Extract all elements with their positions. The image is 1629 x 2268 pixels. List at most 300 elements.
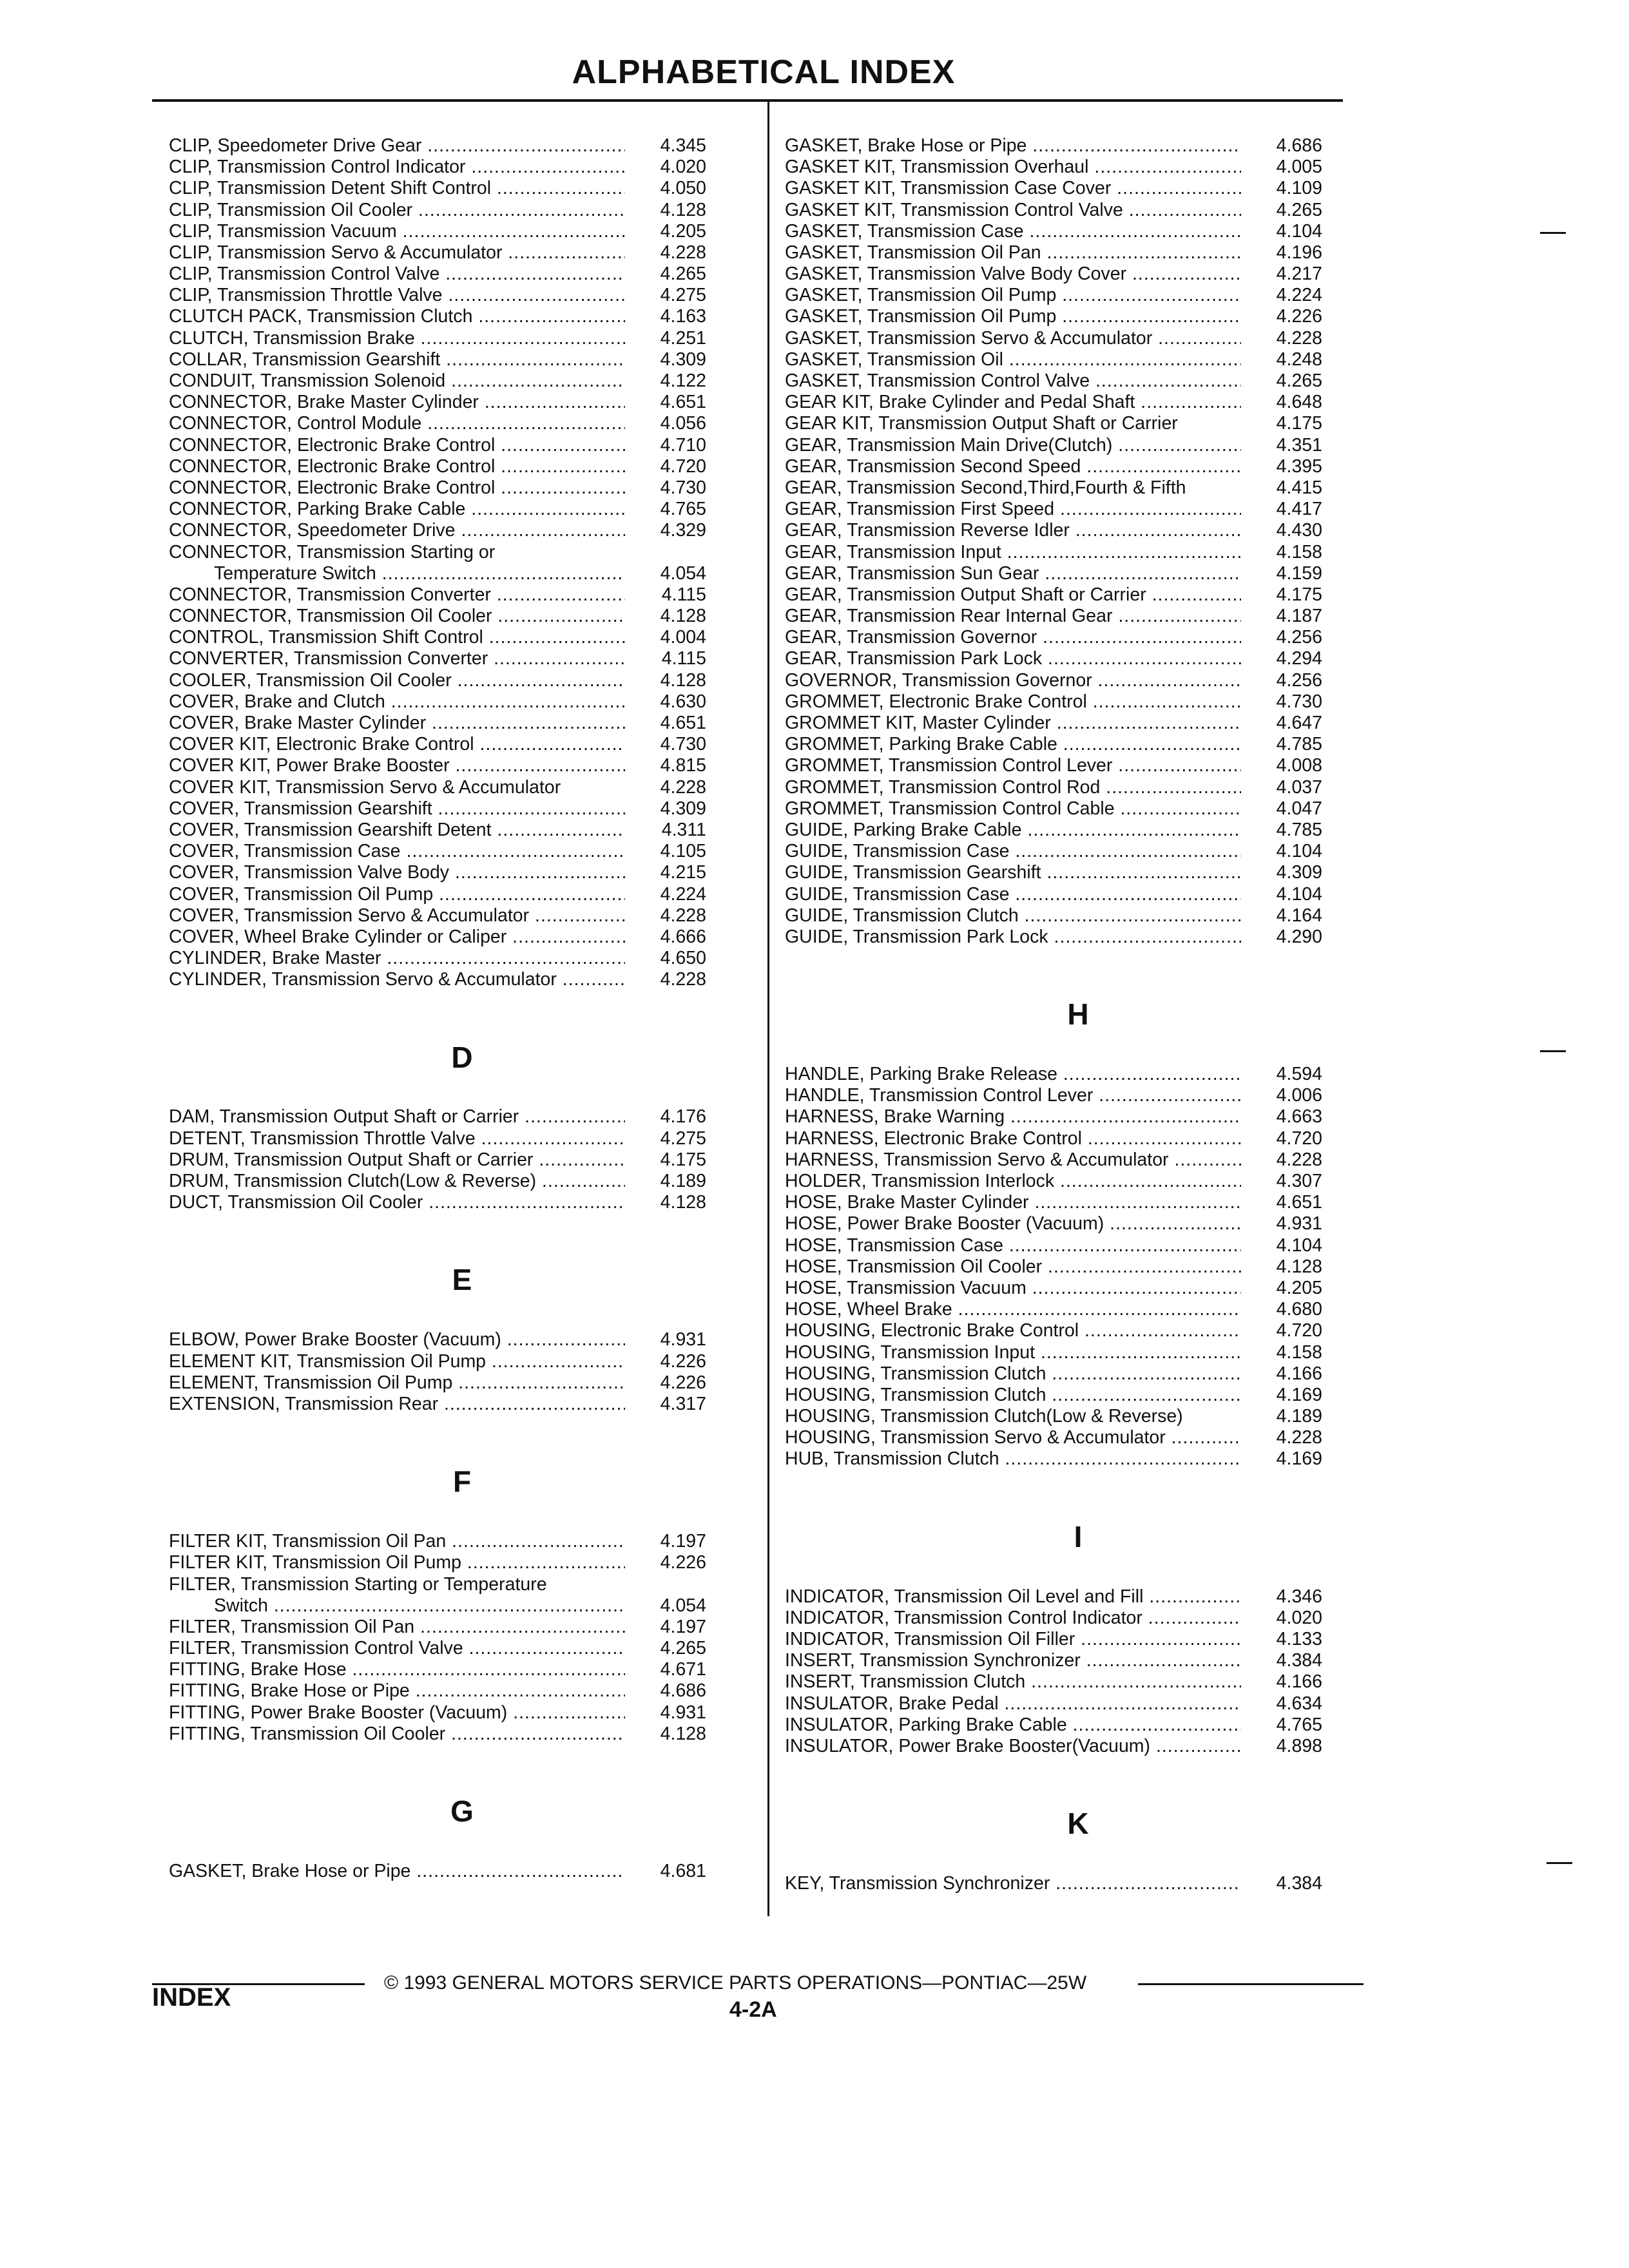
index-entry-label: FITTING, Brake Hose or Pipe ..... — [169, 1680, 625, 1702]
index-entry-page: 4.931 — [1276, 1213, 1322, 1235]
index-entry-label: GEAR KIT, Transmission Output Shaft or Carrier — [785, 413, 1178, 434]
index-entry-label: GEAR, Transmission Main Drive(Clutch) ..... — [785, 435, 1241, 456]
index-entry-page: 4.176 — [660, 1106, 706, 1128]
index-entry-page: 4.228 — [660, 242, 706, 263]
index-entry-label: COVER, Wheel Brake Cylinder or Caliper ..... — [169, 927, 625, 948]
index-entry-label: HOUSING, Transmission Servo & Accumulator ..... — [785, 1427, 1241, 1448]
index-entry — [169, 285, 755, 306]
index-entry-page: 4.128 — [1276, 1256, 1322, 1277]
index-entry-page: 4.104 — [1276, 1235, 1322, 1256]
page-title: ALPHABETICAL INDEX — [572, 53, 956, 91]
index-entry — [169, 1372, 755, 1394]
footer-copyright-line — [152, 1970, 1364, 1996]
index-entry-label: CLIP, Speedometer Drive Gear ..... — [169, 135, 625, 157]
index-entry-page: 4.686 — [1276, 135, 1322, 156]
index-entry-label: FILTER, Transmission Control Valve ..... — [169, 1638, 625, 1659]
index-entry-page: 4.158 — [1276, 1341, 1322, 1363]
index-entry — [785, 798, 1371, 820]
index-entry-label: HOUSING, Transmission Input ..... — [785, 1342, 1241, 1363]
index-entry-page: 4.317 — [660, 1393, 706, 1414]
index-entry — [169, 349, 755, 370]
index-entry — [785, 670, 1371, 691]
index-entry — [785, 713, 1371, 734]
index-entry-page: 4.128 — [660, 1723, 706, 1744]
index-entry — [169, 563, 755, 584]
index-entry-label: HUB, Transmission Clutch ..... — [785, 1448, 1241, 1470]
index-entry — [169, 1192, 755, 1213]
index-entry-label: HANDLE, Parking Brake Release ..... — [785, 1064, 1241, 1085]
section-spacer — [169, 1415, 755, 1460]
index-entry-label: GASKET, Transmission Control Valve ..... — [785, 370, 1241, 392]
index-entry-label: INSULATOR, Power Brake Booster(Vacuum) ..... — [785, 1736, 1241, 1757]
index-entry — [785, 370, 1371, 392]
index-entry — [169, 178, 755, 199]
section-letter: D — [451, 1040, 473, 1074]
index-entry-page: 4.128 — [660, 199, 706, 220]
index-entry — [169, 1724, 755, 1745]
index-entry-label: HARNESS, Electronic Brake Control ..... — [785, 1128, 1241, 1149]
index-entry — [785, 242, 1371, 264]
index-entry-page: 4.224 — [660, 883, 706, 905]
index-entry-label: CONNECTOR, Transmission Oil Cooler ..... — [169, 606, 625, 627]
index-entry — [169, 242, 755, 264]
index-entry-label: CYLINDER, Transmission Servo & Accumulator ..... — [169, 969, 625, 990]
index-entry-label: COVER, Transmission Gearshift ..... — [169, 798, 625, 820]
index-entry-label: COVER, Transmission Oil Pump ..... — [169, 884, 625, 905]
index-entry-label: COVER KIT, Electronic Brake Control ..... — [169, 734, 625, 755]
index-entry-label: GASKET, Transmission Oil Pan ..... — [785, 242, 1241, 264]
index-entry-page: 4.228 — [660, 969, 706, 990]
index-entry-label: HARNESS, Transmission Servo & Accumulator ..... — [785, 1149, 1241, 1171]
index-entry-label: ELEMENT KIT, Transmission Oil Pump ..... — [169, 1351, 625, 1372]
index-entry — [169, 691, 755, 713]
index-entry-label: GROMMET, Parking Brake Cable ..... — [785, 734, 1241, 755]
index-entry — [785, 755, 1371, 776]
section-spacer — [169, 1079, 755, 1107]
index-entry-page: 4.248 — [1276, 349, 1322, 370]
index-entry-page: 4.104 — [1276, 220, 1322, 242]
index-entry-page: 4.228 — [1276, 1427, 1322, 1448]
index-entry — [785, 477, 1371, 499]
index-entry — [785, 1213, 1371, 1235]
section-spacer — [785, 1757, 1371, 1802]
index-entry-label: GEAR KIT, Brake Cylinder and Pedal Shaft ..... — [785, 392, 1241, 413]
index-entry-page: 4.309 — [660, 798, 706, 819]
index-entry — [785, 1406, 1371, 1427]
index-entry — [169, 1681, 755, 1702]
index-entry-page: 4.785 — [1276, 734, 1322, 755]
index-entry-label: CLUTCH PACK, Transmission Clutch ..... — [169, 306, 625, 327]
index-entry — [169, 1638, 755, 1659]
index-entry-page: 4.594 — [1276, 1064, 1322, 1085]
index-entry-page: 4.309 — [660, 349, 706, 370]
index-entry — [785, 307, 1371, 328]
section-spacer — [785, 1845, 1371, 1873]
index-entry-page: 4.164 — [1276, 905, 1322, 926]
index-entry-page: 4.647 — [1276, 713, 1322, 734]
index-entry-label: CLIP, Transmission Detent Shift Control ..... — [169, 178, 625, 199]
index-entry-label: INDICATOR, Transmission Oil Level and Fill ..... — [785, 1586, 1241, 1608]
index-entry-page: 4.765 — [660, 499, 706, 520]
index-entry-page: 4.294 — [1276, 648, 1322, 669]
margin-tick — [1540, 1050, 1566, 1052]
index-entry-label: GEAR, Transmission Park Lock ..... — [785, 648, 1241, 669]
index-entry-page: 4.215 — [660, 862, 706, 883]
index-entry — [169, 755, 755, 776]
index-entry — [785, 1608, 1371, 1629]
index-entry-page: 4.720 — [1276, 1320, 1322, 1341]
index-entry-label: CONNECTOR, Electronic Brake Control ..... — [169, 435, 625, 456]
section-spacer — [169, 991, 755, 1036]
index-entry-label: GASKET, Transmission Oil Pump ..... — [785, 306, 1241, 327]
index-column-right — [785, 135, 1371, 1894]
index-entry — [785, 264, 1371, 285]
index-entry-label: GASKET, Brake Hose or Pipe ..... — [169, 1861, 625, 1882]
index-entry-page: 4.681 — [660, 1861, 706, 1882]
index-entry — [169, 1171, 755, 1192]
index-entry-page: 4.430 — [1276, 520, 1322, 541]
index-entry-label: INSERT, Transmission Clutch ..... — [785, 1671, 1241, 1693]
section-spacer — [785, 1470, 1371, 1515]
index-entry-page: 4.226 — [660, 1350, 706, 1372]
index-entry-label: GASKET, Transmission Servo & Accumulator ..... — [785, 328, 1241, 349]
index-entry-label: GEAR, Transmission Reverse Idler ..... — [785, 520, 1241, 541]
index-entry-page: 4.056 — [660, 413, 706, 434]
index-entry-page: 4.648 — [1276, 392, 1322, 413]
index-entry-page: 4.265 — [660, 264, 706, 285]
index-entry — [785, 884, 1371, 905]
index-entry — [169, 135, 755, 157]
footer-section-label: INDEX — [152, 1983, 231, 2012]
index-entry-label: CLIP, Transmission Servo & Accumulator ..... — [169, 242, 625, 264]
index-entry-page: 4.785 — [1276, 819, 1322, 840]
index-entry-label: GUIDE, Transmission Case ..... — [785, 884, 1241, 905]
index-entry-page: 4.663 — [1276, 1106, 1322, 1128]
index-entry-page: 4.650 — [660, 948, 706, 969]
section-letter: H — [1067, 997, 1089, 1032]
section-spacer — [785, 948, 1371, 993]
index-entry-page: 4.265 — [1276, 370, 1322, 392]
index-entry — [169, 1702, 755, 1724]
index-entry-label: COVER, Transmission Servo & Accumulator ..... — [169, 905, 625, 927]
index-entry-label: GASKET, Brake Hose or Pipe ..... — [785, 135, 1241, 157]
index-entry-page: 4.047 — [1276, 798, 1322, 819]
index-entry-page: 4.105 — [660, 841, 706, 862]
index-entry-page: 4.128 — [660, 669, 706, 691]
index-entry-label: CONNECTOR, Transmission Converter ..... — [169, 584, 625, 606]
index-entry-label: GASKET KIT, Transmission Overhaul ..... — [785, 157, 1241, 178]
section-spacer — [169, 1503, 755, 1531]
index-entry-page: 4.226 — [1276, 306, 1322, 327]
footer-rule-right — [1138, 1983, 1364, 1985]
index-entry-label: COOLER, Transmission Oil Cooler ..... — [169, 670, 625, 691]
index-entry-page: 4.671 — [660, 1659, 706, 1680]
index-entry — [169, 413, 755, 434]
index-entry-page: 4.109 — [1276, 178, 1322, 199]
index-entry-label: HOUSING, Transmission Clutch ..... — [785, 1385, 1241, 1406]
index-entry-label: CONNECTOR, Transmission Starting or — [169, 541, 496, 562]
index-entry — [169, 713, 755, 734]
index-entry-label: GROMMET, Transmission Control Lever ..... — [785, 755, 1241, 776]
index-entry — [785, 777, 1371, 798]
index-entry-page: 4.115 — [661, 648, 706, 669]
index-entry-page: 4.351 — [1276, 434, 1322, 456]
index-entry-page: 4.256 — [1276, 669, 1322, 691]
footer-copyright: © 1993 GENERAL MOTORS SERVICE PARTS OPERATIONS—PONTIAC—25W — [384, 1972, 1087, 1994]
index-entry-label: GASKET KIT, Transmission Control Valve ..... — [785, 200, 1241, 221]
index-entry-label: GASKET KIT, Transmission Case Cover ..... — [785, 178, 1241, 199]
index-entry — [785, 1256, 1371, 1278]
index-entry-page: 4.417 — [1276, 499, 1322, 520]
index-entry — [169, 1329, 755, 1350]
index-entry — [785, 927, 1371, 948]
index-entry-label: ELBOW, Power Brake Booster (Vacuum) ..... — [169, 1329, 625, 1350]
section-spacer — [169, 1832, 755, 1861]
index-entry — [785, 627, 1371, 648]
index-entry — [169, 221, 755, 242]
section-letter-heading — [169, 1460, 755, 1503]
index-entry — [785, 1586, 1371, 1608]
index-entry — [785, 1299, 1371, 1320]
index-entry-page: 4.815 — [660, 755, 706, 776]
index-entry-label: CLIP, Transmission Control Valve ..... — [169, 264, 625, 285]
index-entry-page: 4.265 — [660, 1638, 706, 1659]
index-entry-page: 4.415 — [1276, 477, 1322, 498]
index-entry — [785, 157, 1371, 178]
index-entry — [785, 392, 1371, 413]
index-entry-page: 4.133 — [1276, 1629, 1322, 1650]
index-entry-page: 4.898 — [1276, 1735, 1322, 1756]
index-entry-label: Temperature Switch ..... — [169, 563, 625, 584]
index-entry — [169, 734, 755, 755]
index-entry-label: FILTER KIT, Transmission Oil Pan ..... — [169, 1531, 625, 1552]
index-entry-label: FITTING, Transmission Oil Cooler ..... — [169, 1724, 625, 1745]
index-entry-label: COLLAR, Transmission Gearshift ..... — [169, 349, 625, 370]
index-entry-label: CONNECTOR, Electronic Brake Control ..... — [169, 456, 625, 477]
index-entry-label: HOSE, Transmission Vacuum ..... — [785, 1278, 1241, 1299]
index-entry — [785, 1320, 1371, 1341]
index-entry — [785, 691, 1371, 713]
index-entry — [785, 221, 1371, 242]
index-entry-label: INSULATOR, Parking Brake Cable ..... — [785, 1715, 1241, 1736]
index-entry-page: 4.020 — [1276, 1607, 1322, 1628]
index-entry — [169, 456, 755, 477]
index-entry-page: 4.159 — [1276, 562, 1322, 584]
section-letter-heading — [785, 993, 1371, 1035]
index-entry-label: EXTENSION, Transmission Rear ..... — [169, 1394, 625, 1415]
index-entry-label: GUIDE, Transmission Case ..... — [785, 841, 1241, 862]
index-entry — [785, 1128, 1371, 1149]
index-entry — [785, 1192, 1371, 1213]
index-entry — [169, 862, 755, 883]
index-entry-page: 4.006 — [1276, 1085, 1322, 1106]
margin-tick — [1540, 232, 1566, 234]
section-spacer — [169, 1213, 755, 1258]
section-spacer — [785, 1035, 1371, 1064]
index-entry — [169, 884, 755, 905]
index-entry-page: 4.730 — [1276, 691, 1322, 712]
index-entry-label: HOSE, Transmission Case ..... — [785, 1235, 1241, 1256]
index-entry — [785, 1278, 1371, 1299]
index-entry-page: 4.666 — [660, 926, 706, 947]
index-entry — [785, 413, 1371, 434]
column-divider — [767, 101, 769, 1916]
index-entry-page: 4.128 — [660, 1192, 706, 1213]
index-entry — [169, 264, 755, 285]
index-entry — [785, 200, 1371, 221]
index-entry-label: HANDLE, Transmission Control Lever ..... — [785, 1085, 1241, 1106]
index-entry-label: GASKET, Transmission Oil ..... — [785, 349, 1241, 370]
index-entry — [169, 606, 755, 627]
index-entry — [169, 1128, 755, 1149]
index-entry-page: 4.205 — [660, 220, 706, 242]
index-entry-label: DAM, Transmission Output Shaft or Carrier ..... — [169, 1106, 625, 1128]
index-entry-label: FILTER, Transmission Starting or Temperature — [169, 1573, 547, 1595]
index-entry — [785, 563, 1371, 584]
index-entry-label: GUIDE, Transmission Clutch ..... — [785, 905, 1241, 927]
index-entry-page: 4.265 — [1276, 199, 1322, 220]
index-entry-label: GASKET, Transmission Oil Pump ..... — [785, 285, 1241, 306]
section-spacer — [169, 1301, 755, 1329]
index-entry-page: 4.275 — [660, 1128, 706, 1149]
index-entry-label: GROMMET, Transmission Control Rod ..... — [785, 777, 1241, 798]
index-entry-label: CONNECTOR, Parking Brake Cable ..... — [169, 499, 625, 520]
index-entry-label: CONTROL, Transmission Shift Control ..... — [169, 627, 625, 648]
index-entry-label: COVER KIT, Transmission Servo & Accumulator — [169, 776, 561, 798]
index-entry-label: HOSE, Transmission Oil Cooler ..... — [785, 1256, 1241, 1278]
index-entry — [785, 905, 1371, 927]
index-entry — [785, 820, 1371, 841]
index-entry-page: 4.122 — [660, 370, 706, 392]
index-entry-label: FITTING, Power Brake Booster (Vacuum) ..... — [169, 1702, 625, 1724]
section-letter: F — [452, 1465, 472, 1499]
index-entry-label: GEAR, Transmission First Speed ..... — [785, 499, 1241, 520]
index-entry-page: 4.224 — [1276, 285, 1322, 306]
index-entry — [785, 456, 1371, 477]
index-entry-label: HARNESS, Brake Warning ..... — [785, 1106, 1241, 1128]
section-spacer — [785, 1558, 1371, 1586]
index-entry — [785, 1629, 1371, 1650]
index-entry-page: 4.054 — [660, 562, 706, 584]
section-letter: I — [1074, 1519, 1083, 1553]
index-entry — [785, 1715, 1371, 1736]
section-letter-heading — [785, 1515, 1371, 1558]
index-entry — [785, 1235, 1371, 1256]
index-entry — [785, 1064, 1371, 1085]
index-entry — [169, 1659, 755, 1680]
index-entry — [785, 1650, 1371, 1671]
section-letter-heading — [785, 1802, 1371, 1845]
index-entry-page: 4.004 — [660, 627, 706, 648]
index-entry-page: 4.226 — [660, 1552, 706, 1573]
index-entry-label: FILTER, Transmission Oil Pan ..... — [169, 1617, 625, 1638]
index-entry-page: 4.256 — [1276, 627, 1322, 648]
index-entry — [169, 1861, 755, 1882]
index-entry-label: CLIP, Transmission Control Indicator ..... — [169, 157, 625, 178]
index-entry — [169, 477, 755, 499]
index-entry — [169, 1149, 755, 1171]
index-entry-page: 4.226 — [660, 1372, 706, 1393]
index-entry-page: 4.104 — [1276, 883, 1322, 905]
index-entry-page: 4.345 — [660, 135, 706, 156]
index-entry-page: 4.166 — [1276, 1671, 1322, 1693]
section-letter-heading — [169, 1036, 755, 1079]
index-entry-page: 4.205 — [1276, 1277, 1322, 1298]
index-entry-page: 4.651 — [1276, 1192, 1322, 1213]
index-entry-page: 4.037 — [1276, 776, 1322, 798]
index-entry — [169, 499, 755, 520]
index-entry-label: GROMMET, Electronic Brake Control ..... — [785, 691, 1241, 713]
index-entry-page: 4.228 — [1276, 327, 1322, 349]
index-entry-page: 4.196 — [1276, 242, 1322, 263]
index-entry-page: 4.228 — [660, 905, 706, 926]
index-entry — [169, 200, 755, 221]
index-entry-label: COVER, Transmission Valve Body ..... — [169, 862, 625, 883]
index-entry-label: FITTING, Brake Hose ..... — [169, 1659, 625, 1680]
index-entry — [169, 435, 755, 456]
index-entry-label: GEAR, Transmission Sun Gear ..... — [785, 563, 1241, 584]
index-entry — [785, 1736, 1371, 1757]
index-entry-label: COVER, Transmission Gearshift Detent ..... — [169, 820, 625, 841]
index-entry — [169, 157, 755, 178]
index-entry — [169, 798, 755, 820]
index-entry-label: DRUM, Transmission Clutch(Low & Reverse) ..... — [169, 1171, 625, 1192]
index-entry-label: CYLINDER, Brake Master ..... — [169, 948, 625, 969]
index-entry-label: INSERT, Transmission Synchronizer ..... — [785, 1650, 1241, 1671]
index-entry-label: CLIP, Transmission Throttle Valve ..... — [169, 285, 625, 306]
index-entry-label: COVER, Transmission Case ..... — [169, 841, 625, 862]
index-entry — [785, 1085, 1371, 1106]
index-entry-page: 4.931 — [660, 1702, 706, 1723]
index-entry-label: GEAR, Transmission Rear Internal Gear ..... — [785, 606, 1241, 627]
index-entry-page: 4.228 — [1276, 1149, 1322, 1170]
index-entry — [169, 1617, 755, 1638]
index-entry-page: 4.384 — [1276, 1650, 1322, 1671]
index-entry-label: INDICATOR, Transmission Oil Filler ..... — [785, 1629, 1241, 1650]
index-entry-label: COVER, Brake Master Cylinder ..... — [169, 713, 625, 734]
index-entry-label: CONNECTOR, Speedometer Drive ..... — [169, 520, 625, 541]
section-letter-heading — [169, 1790, 755, 1832]
index-entry-page: 4.005 — [1276, 157, 1322, 178]
index-entry-label: INDICATOR, Transmission Control Indicator ..... — [785, 1608, 1241, 1629]
index-entry-page: 4.197 — [660, 1616, 706, 1637]
index-entry — [785, 649, 1371, 670]
index-entry-page: 4.730 — [660, 477, 706, 498]
index-entry-label: DETENT, Transmission Throttle Valve ..... — [169, 1128, 625, 1149]
index-entry-label: GEAR, Transmission Second Speed ..... — [785, 456, 1241, 477]
index-entry-label: CONNECTOR, Electronic Brake Control ..... — [169, 477, 625, 499]
index-entry-page: 4.175 — [1276, 584, 1322, 605]
index-entry-label: GUIDE, Transmission Park Lock ..... — [785, 927, 1241, 948]
index-entry-page: 4.651 — [660, 392, 706, 413]
index-entry-page: 4.251 — [660, 327, 706, 349]
index-entry-page: 4.050 — [660, 178, 706, 199]
index-entry-label: CONDUIT, Transmission Solenoid ..... — [169, 370, 625, 392]
index-entry-label: CONNECTOR, Brake Master Cylinder ..... — [169, 392, 625, 413]
index-entry — [785, 520, 1371, 541]
index-entry — [169, 1595, 755, 1617]
index-entry — [169, 1351, 755, 1372]
index-entry — [169, 307, 755, 328]
index-entry-label: GEAR, Transmission Output Shaft or Carrier ..... — [785, 584, 1241, 606]
index-entry-label: HOUSING, Transmission Clutch(Low & Reverse) — [785, 1406, 1183, 1427]
index-entry — [785, 499, 1371, 520]
index-entry-page: 4.311 — [661, 819, 706, 840]
index-entry-label: GEAR, Transmission Input ..... — [785, 542, 1241, 563]
index-entry — [785, 1385, 1371, 1406]
index-entry-page: 4.197 — [660, 1531, 706, 1552]
index-entry — [785, 435, 1371, 456]
